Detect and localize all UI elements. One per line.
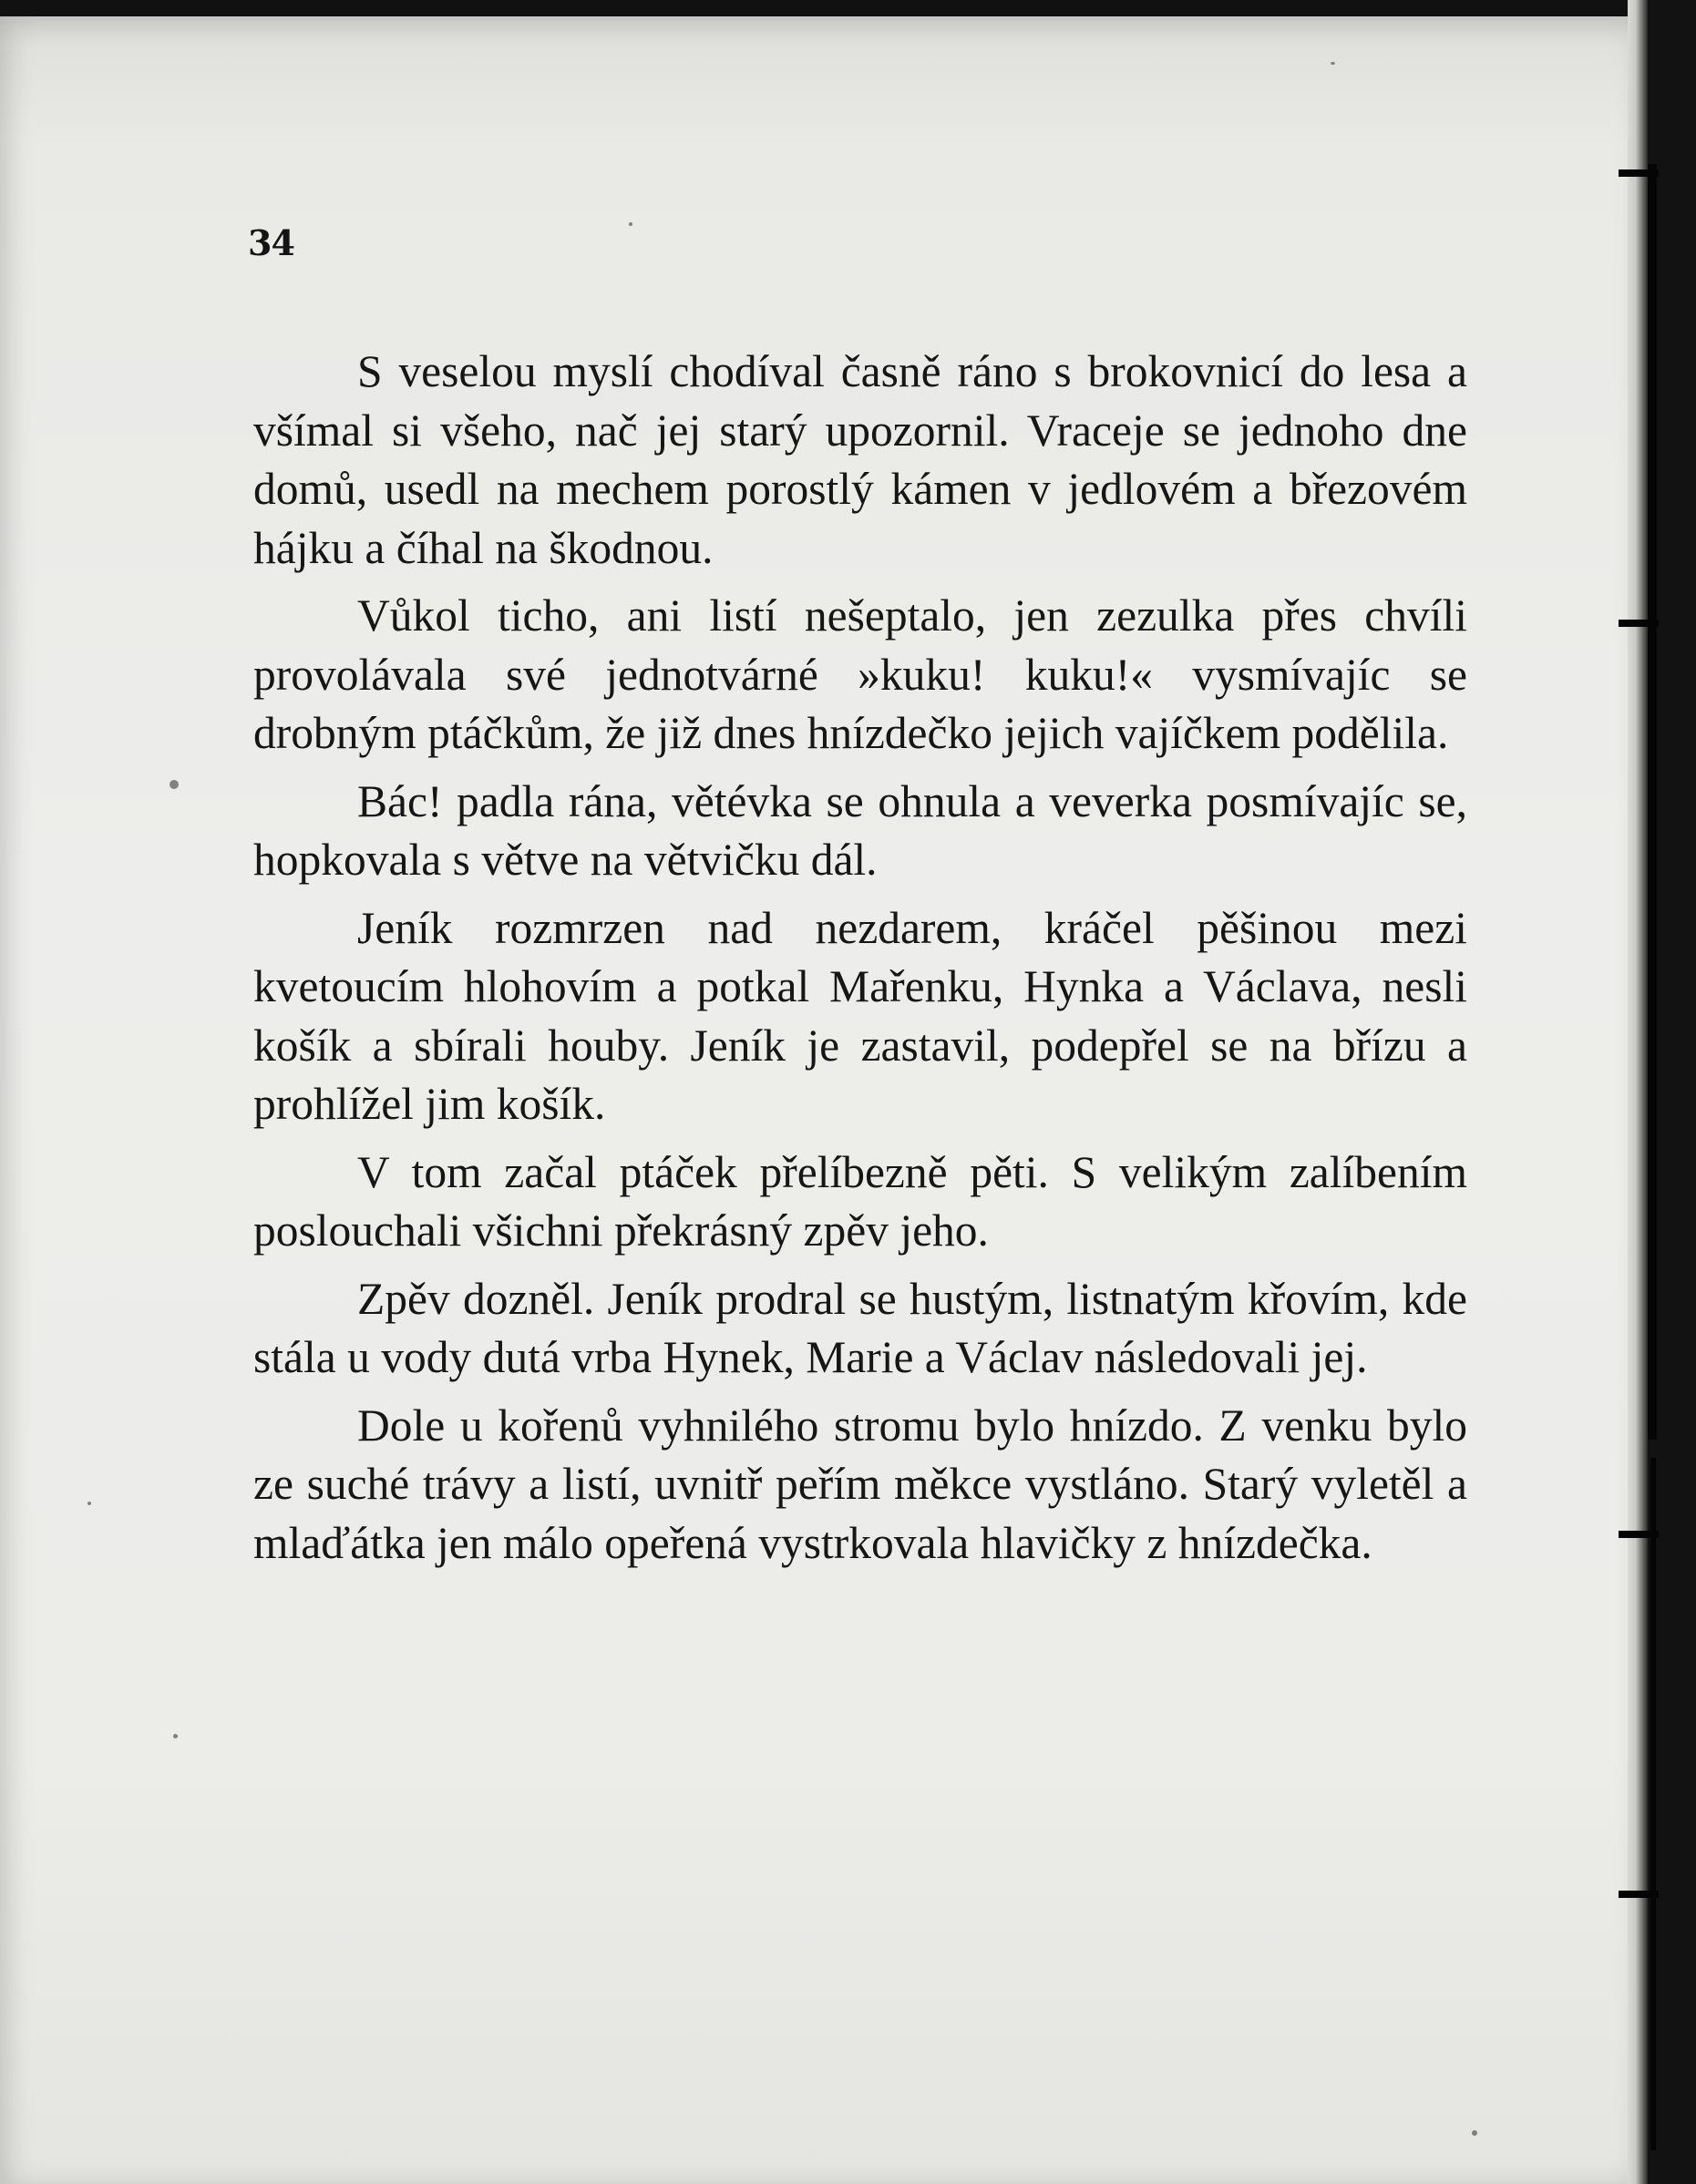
ink-speck <box>1331 62 1335 65</box>
binding-mark <box>1619 1891 1659 1898</box>
paragraph: Jeník rozmrzen nad nezdarem, kráčel pěšinou mezi kvetoucím hlohovím a potkal Mařenku, Hynka a Václava, nesli košík a sbírali houby. Jeník je zastavil, podepřel se na břízu a prohlížel jim košík. <box>253 902 1467 1129</box>
binding-mark <box>1619 169 1659 177</box>
ink-speck <box>170 780 179 789</box>
binding-mark <box>1619 1531 1659 1538</box>
binding-mark <box>1619 620 1659 627</box>
paragraph: S veselou myslí chodíval časně ráno s brokovnicí do lesa a všímal si všeho, nač jej starý upozornil. Vraceje se jednoho dne domů, usedl na mechem porostlý kámen v jedlovém a březovém hájku a číhal na škodnou. <box>253 346 1467 573</box>
body-text <box>253 343 1467 1573</box>
binding-line <box>1650 1458 1656 2150</box>
page-edge <box>1628 0 1648 2184</box>
ink-speck <box>87 1502 91 1505</box>
ink-speck <box>629 222 632 226</box>
ink-speck <box>173 1734 178 1738</box>
ink-speck <box>1472 2130 1477 2136</box>
paragraph: Zpěv dozněl. Jeník prodral se hustým, listnatým křovím, kde stála u vody dutá vrba Hynek, Marie a Václav následovali jej. <box>253 1273 1467 1382</box>
paragraph: V tom začal ptáček přelíbezně pěti. S velikým zalíbením poslouchali všichni překrásný zpěv jeho. <box>253 1146 1467 1256</box>
page-number: 34 <box>248 222 294 263</box>
paragraph: Bác! padla rána, větévka se ohnula a veverka posmívajíc se, hopkovala s větve na větvičku dál. <box>253 775 1467 885</box>
binding-line <box>1648 164 1657 1440</box>
paragraph: Dole u kořenů vyhnilého stromu bylo hnízdo. Z venku bylo ze suché trávy a listí, uvnitř peřím měkce vystláno. Starý vyletěl a mlaďátka jen málo opeřená vystrkovala hlavičky z hnízdečka. <box>253 1400 1467 1568</box>
paragraph: Vůkol ticho, ani listí nešeptalo, jen zezulka přes chvíli provolávala své jednotvárné »kuku! kuku!« vysmívajíc se drobným ptáčkům, že již dnes hnízdečko jejich vajíčkem podělila. <box>253 590 1467 758</box>
paper-sheet <box>0 16 1636 2184</box>
